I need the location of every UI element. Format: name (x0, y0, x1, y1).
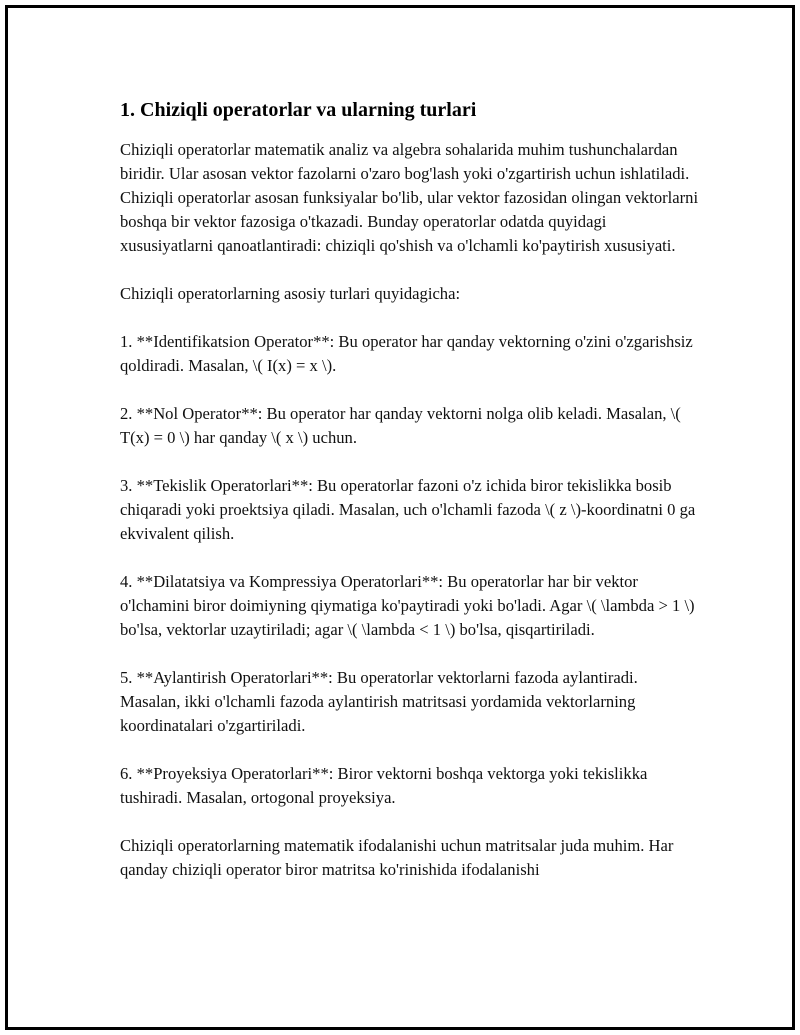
paragraph-dilation-operators: 4. **Dilatatsiya va Kompressiya Operatorlari**: Bu operatorlar har bir vektor o'lchamini biror doimiyning qiymatiga ko'paytiradi yoki bo'ladi. Agar \( \lambda > 1 \) bo'lsa, vektorlar uzaytiriladi; agar \( \lambda < 1 \) bo'lsa, qisqartiriladi. (120, 572, 695, 639)
paragraph-identity-operator: 1. **Identifikatsion Operator**: Bu operator har qanday vektorning o'zini o'zgarishsiz qoldiradi. Masalan, \( I(x) = x \). (120, 332, 693, 375)
paragraph-zero-operator: 2. **Nol Operator**: Bu operator har qanday vektorni nolga olib keladi. Masalan, \( T(x) = 0 \) har qanday \( x \) uchun. (120, 404, 681, 447)
paragraph-intro: Chiziqli operatorlar matematik analiz va algebra sohalarida muhim tushunchalardan biridir. Ular asosan vektor fazolarni o'zaro bog'lash yoki o'zgartirish uchun ishlatiladi. Chiziqli operatorlar asosan funksiyalar bo'lib, ular vektor fazosidan olingan vektorlarni boshqa bir vektor fazosiga o'tkazadi. Bunday operatorlar odatda quyidagi xususiyatlarni qanoatlantiradi: chiziqli qo'shish va o'lchamli ko'paytirish xususiyati. (120, 140, 699, 255)
section-heading: 1. Chiziqli operatorlar va ularning turlari (120, 99, 477, 121)
paragraph-plane-operators: 3. **Tekislik Operatorlari**: Bu operatorlar fazoni o'z ichida biror tekislikka bosib chiqaradi yoki proektsiya qiladi. Masalan, uch o'lchamli fazoda \( z \)-koordinatni 0 ga ekvivalent qilish. (120, 476, 696, 543)
paragraph-types-lead: Chiziqli operatorlarning asosiy turlari quyidagicha: (120, 284, 461, 303)
document-body (120, 96, 700, 882)
paragraph-rotation-operators: 5. **Aylantirish Operatorlari**: Bu operatorlar vektorlarni fazoda aylantiradi. Masalan, ikki o'lchamli fazoda aylantirish matritsasi yordamida vektorlarning koordinatalari o'zgartiriladi. (120, 668, 638, 735)
paragraph-projection-operators: 6. **Proyeksiya Operatorlari**: Biror vektorni boshqa vektorga yoki tekislikka tushiradi. Masalan, ortogonal proyeksiya. (120, 764, 648, 807)
paragraph-matrix-representation: Chiziqli operatorlarning matematik ifodalanishi uchun matritsalar juda muhim. Har qanday chiziqli operator biror matritsa ko'rinishida ifodalanishi (120, 836, 674, 879)
page-frame (5, 5, 795, 1030)
